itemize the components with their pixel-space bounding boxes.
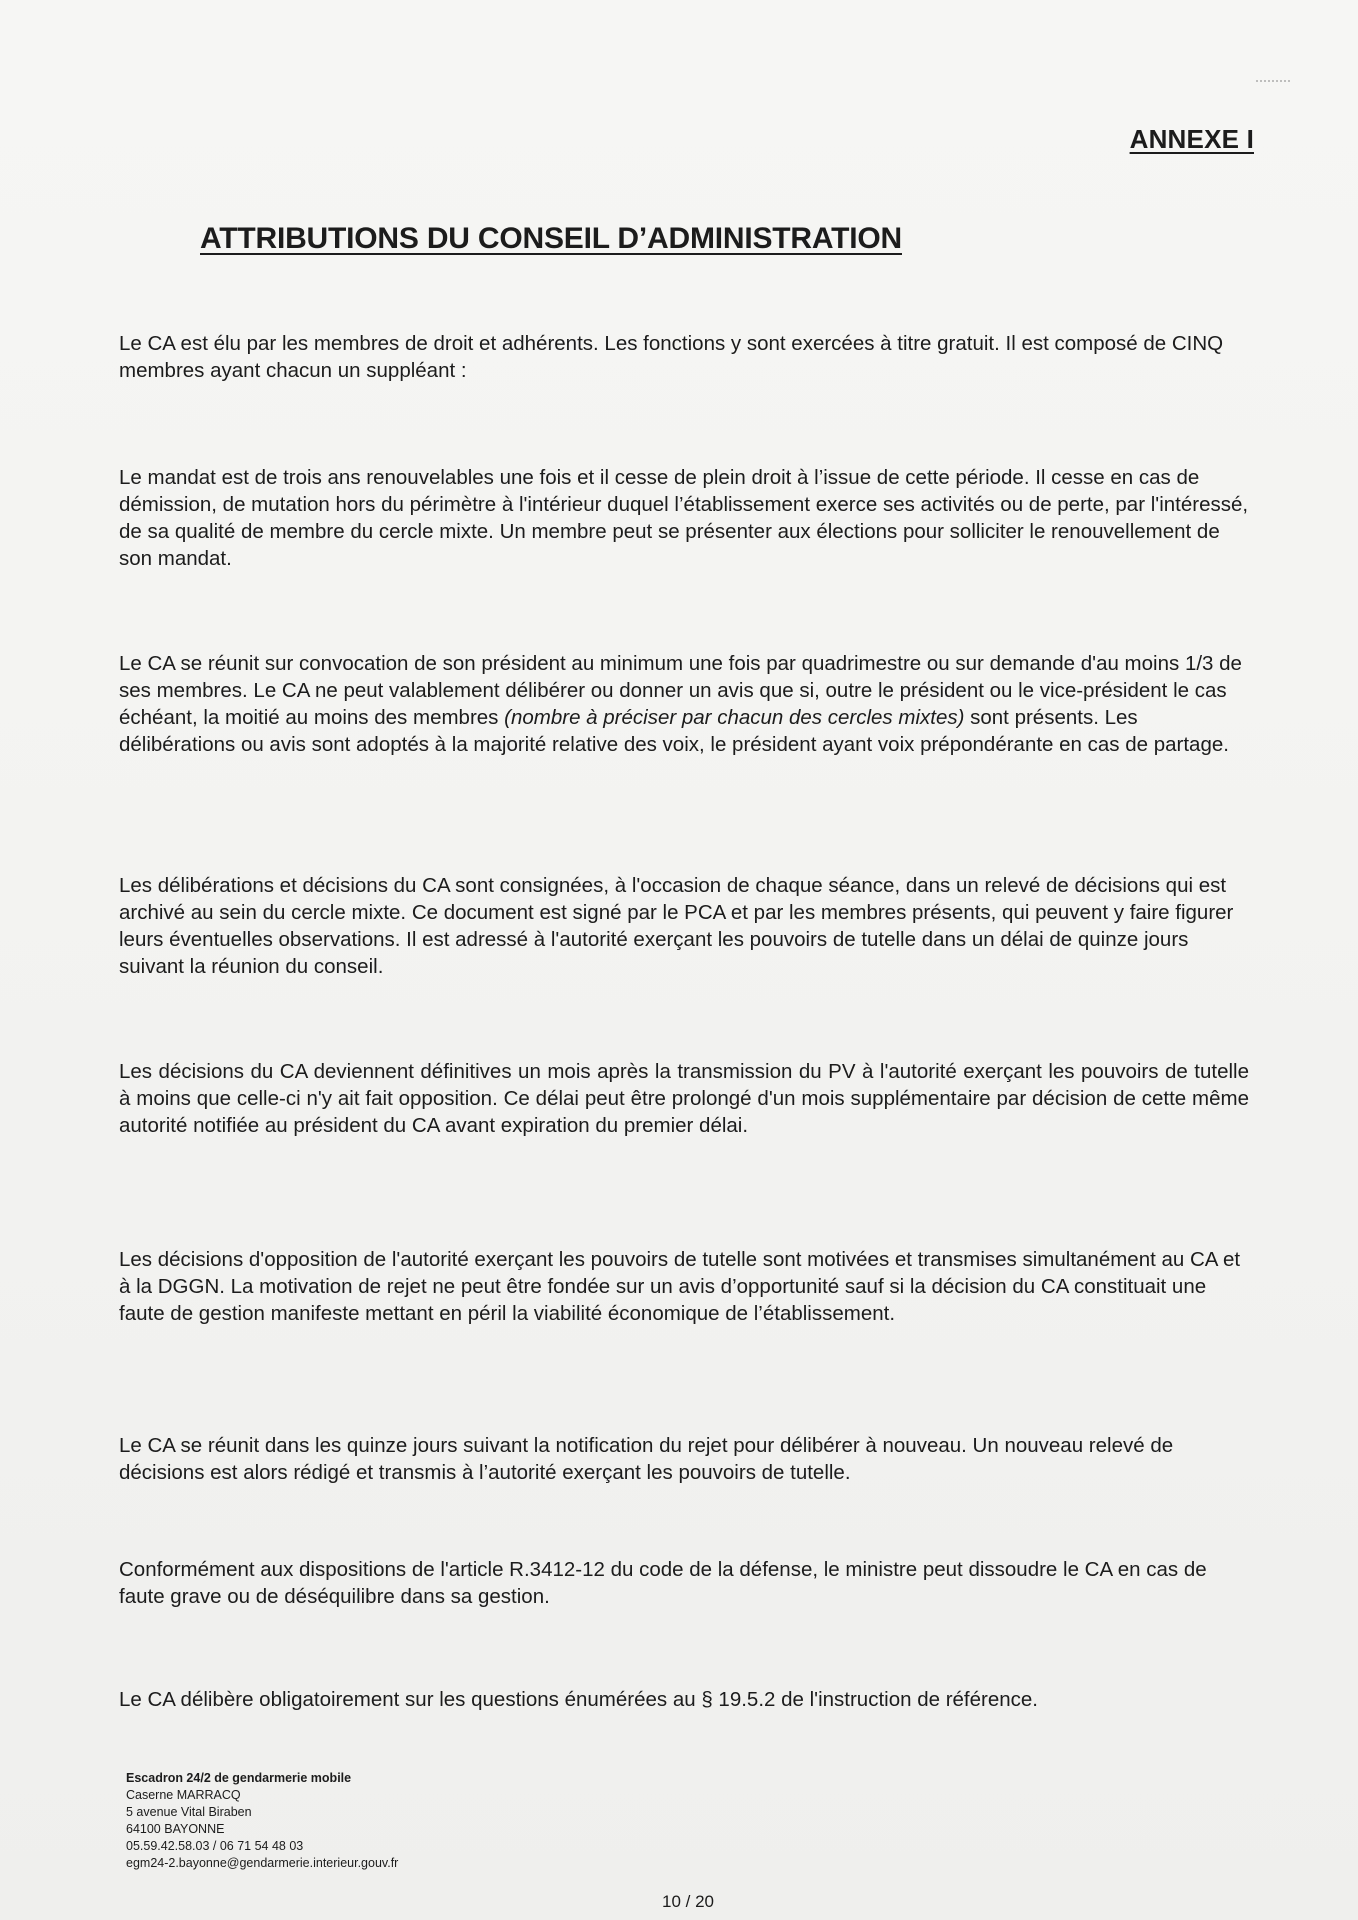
paragraph-deliberations: Les délibérations et décisions du CA sont consignées, à l'occasion de chaque séance, dans un relevé de décisions qui est archivé au sein du cercle mixte. Ce document est signé par le PCA et par les membres présents, qui peuvent y faire figurer leurs éventuelles observations. Il est adressé à l'autorité exerçant les pouvoirs de tutelle dans un délai de quinze jours suivant la réunion du conseil.: [119, 874, 1234, 978]
document-title: ATTRIBUTIONS DU CONSEIL D’ADMINISTRATION: [200, 222, 902, 255]
paragraph-meetings: [119, 650, 1249, 758]
paragraph-mandate: Le mandat est de trois ans renouvelables une fois et il cesse de plein droit à l’issue de cette période. Il cesse en cas de démission, de mutation hors du périmètre à l'intérieur duquel l’établissement exerce ses activités ou de perte, par l'intéressé, de sa qualité de membre du cercle mixte. Un membre peut se présenter aux élections pour solliciter le renouvellement de son mandat.: [119, 466, 1249, 570]
scan-artifact: [1256, 80, 1290, 90]
paragraph-opposition: Les décisions d'opposition de l'autorité exerçant les pouvoirs de tutelle sont motivées et transmises simultanément au CA et à la DGGN. La motivation de rejet ne peut être fondée sur un avis d’opportunité sauf si la décision du CA constituait une faute de gestion manifeste mettant en péril la viabilité économique de l’établissement.: [119, 1248, 1241, 1325]
paragraph-decisions-final: Les décisions du CA deviennent définitives un mois après la transmission du PV à l'autorité exerçant les pouvoirs de tutelle à moins que celle-ci n'y ait fait opposition. Ce délai peut être prolongé d'un mois supplémentaire par décision de cette même autorité notifiée au président du CA avant expiration du premier délai.: [119, 1060, 1249, 1137]
paragraph-composition: Le CA est élu par les membres de droit et adhérents. Les fonctions y sont exercées à titre gratuit. Il est composé de CINQ membres ayant chacun un suppléant :: [119, 332, 1224, 382]
footer-address: [126, 1770, 398, 1872]
footer-email: egm24-2.bayonne@gendarmerie.interieur.gouv.fr: [126, 1856, 399, 1870]
paragraph-reconvene: Le CA se réunit dans les quinze jours suivant la notification du rejet pour délibérer à nouveau. Un nouveau relevé de décisions est alors rédigé et transmis à l’autorité exerçant les pouvoirs de tutelle.: [119, 1434, 1174, 1484]
paragraph-meetings-text: Le CA se réunit sur convocation de son président au minimum une fois par quadrimestre ou sur demande d'au moins 1/3 de ses membres. Le CA ne peut valablement délibérer ou donner un avis que si, outre le président ou le vice-président le cas échéant, la moitié au moins des membres: [119, 652, 1242, 729]
page-number: 10 / 20: [662, 1892, 714, 1911]
paragraph-obligatory: Le CA délibère obligatoirement sur les questions énumérées au § 19.5.2 de l'instruction de référence.: [119, 1688, 1038, 1711]
footer-organization: Escadron 24/2 de gendarmerie mobile: [126, 1771, 352, 1785]
footer-address-line: 5 avenue Vital Biraben: [126, 1805, 252, 1819]
paragraph-meetings-italic: (nombre à préciser par chacun des cercles mixtes): [504, 706, 965, 729]
annex-label: ANNEXE I: [1129, 124, 1254, 154]
footer-address-line: 64100 BAYONNE: [126, 1822, 225, 1836]
paragraph-meetings-text-end: sont présents. Les délibérations ou avis sont adoptés à la majorité relative des voix, le président ayant voix prépondérante en cas de partage.: [119, 706, 1229, 756]
footer-phone: 05.59.42.58.03 / 06 71 54 48 03: [126, 1839, 304, 1853]
footer-address-line: Caserne MARRACQ: [126, 1788, 241, 1802]
paragraph-dissolution: Conformément aux dispositions de l'article R.3412-12 du code de la défense, le ministre peut dissoudre le CA en cas de faute grave ou de déséquilibre dans sa gestion.: [119, 1558, 1207, 1608]
